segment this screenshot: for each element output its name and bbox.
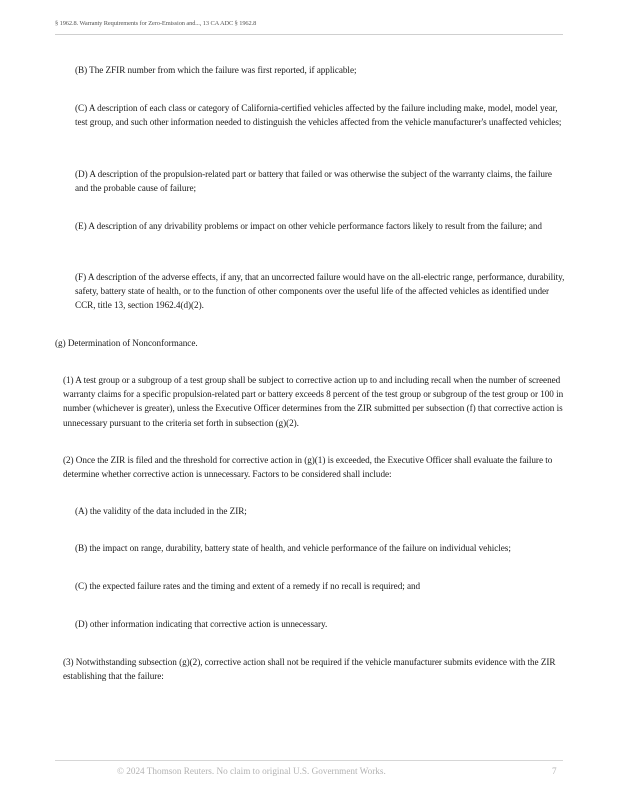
paragraph-g-2-d: (D) other information indicating that corrective action is unnecessary. (75, 619, 328, 629)
subsection-g-heading: (g) Determination of Nonconformance. (55, 338, 198, 348)
paragraph-g-2-a: (A) the validity of the data included in the ZIR; (75, 506, 247, 516)
header-divider (55, 34, 563, 35)
subsection-g-title: Determination of Nonconformance. (65, 338, 198, 348)
footer-divider (55, 760, 563, 761)
paragraph-f-b: (B) The ZFIR number from which the failure was first reported, if applicable; (75, 65, 357, 75)
paragraph-f-c: (C) A description of each class or category of California-certified vehicles affected by the failure including make, model, model year, test group, and such other information needed to distinguish the vehicles affected from the vehicle manufacturer's unaffected vehicles; (75, 103, 562, 128)
paragraph-f-f: (F) A description of the adverse effects, if any, that an uncorrected failure would have on the all-electric range, performance, durability, safety, battery state of health, or to the function of other components over the useful life of the affected vehicles as identified under CCR, title 13, section 1962.4(d)(2). (75, 272, 565, 311)
paragraph-g-3: (3) Notwithstanding subsection (g)(2), corrective action shall not be required if the vehicle manufacturer submits evidence with the ZIR establishing that the failure: (63, 657, 556, 682)
paragraph-f-d: (D) A description of the propulsion-related part or battery that failed or was otherwise the subject of the warranty claims, the failure and the probable cause of failure; (75, 169, 552, 194)
footer-copyright: © 2024 Thomson Reuters. No claim to original U.S. Government Works. (117, 766, 386, 776)
paragraph-g-2: (2) Once the ZIR is filed and the threshold for corrective action in (g)(1) is exceeded, the Executive Officer shall evaluate the failure to determine whether corrective action is unnecessary. Factors to be considered shall include: (63, 455, 553, 480)
running-header: § 1962.8. Warranty Requirements for Zero-Emission and..., 13 CA ADC § 1962.8 (55, 20, 257, 27)
subsection-g-letter: g (58, 338, 63, 348)
paragraph-g-2-c: (C) the expected failure rates and the timing and extent of a remedy if no recall is required; and (75, 581, 421, 591)
paragraph-g-1: (1) A test group or a subgroup of a test group shall be subject to corrective action up to and including recall when the number of screened warranty claims for a specific propulsion-related part or battery exceeds 8 percent of the test group or subgroup of the test group or 100 in number (whichever is greater), unless the Executive Officer determines from the ZIR submitted per subsection (f) that corrective action is unnecessary pursuant to the criteria set forth in subsection (g)(2). (63, 375, 564, 428)
paragraph-g-2-b: (B) the impact on range, durability, battery state of health, and vehicle performance of the failure on individual vehicles; (75, 543, 511, 553)
page-number: 7 (552, 766, 557, 776)
paragraph-f-e: (E) A description of any drivability problems or impact on other vehicle performance factors likely to result from the failure; and (75, 221, 542, 231)
